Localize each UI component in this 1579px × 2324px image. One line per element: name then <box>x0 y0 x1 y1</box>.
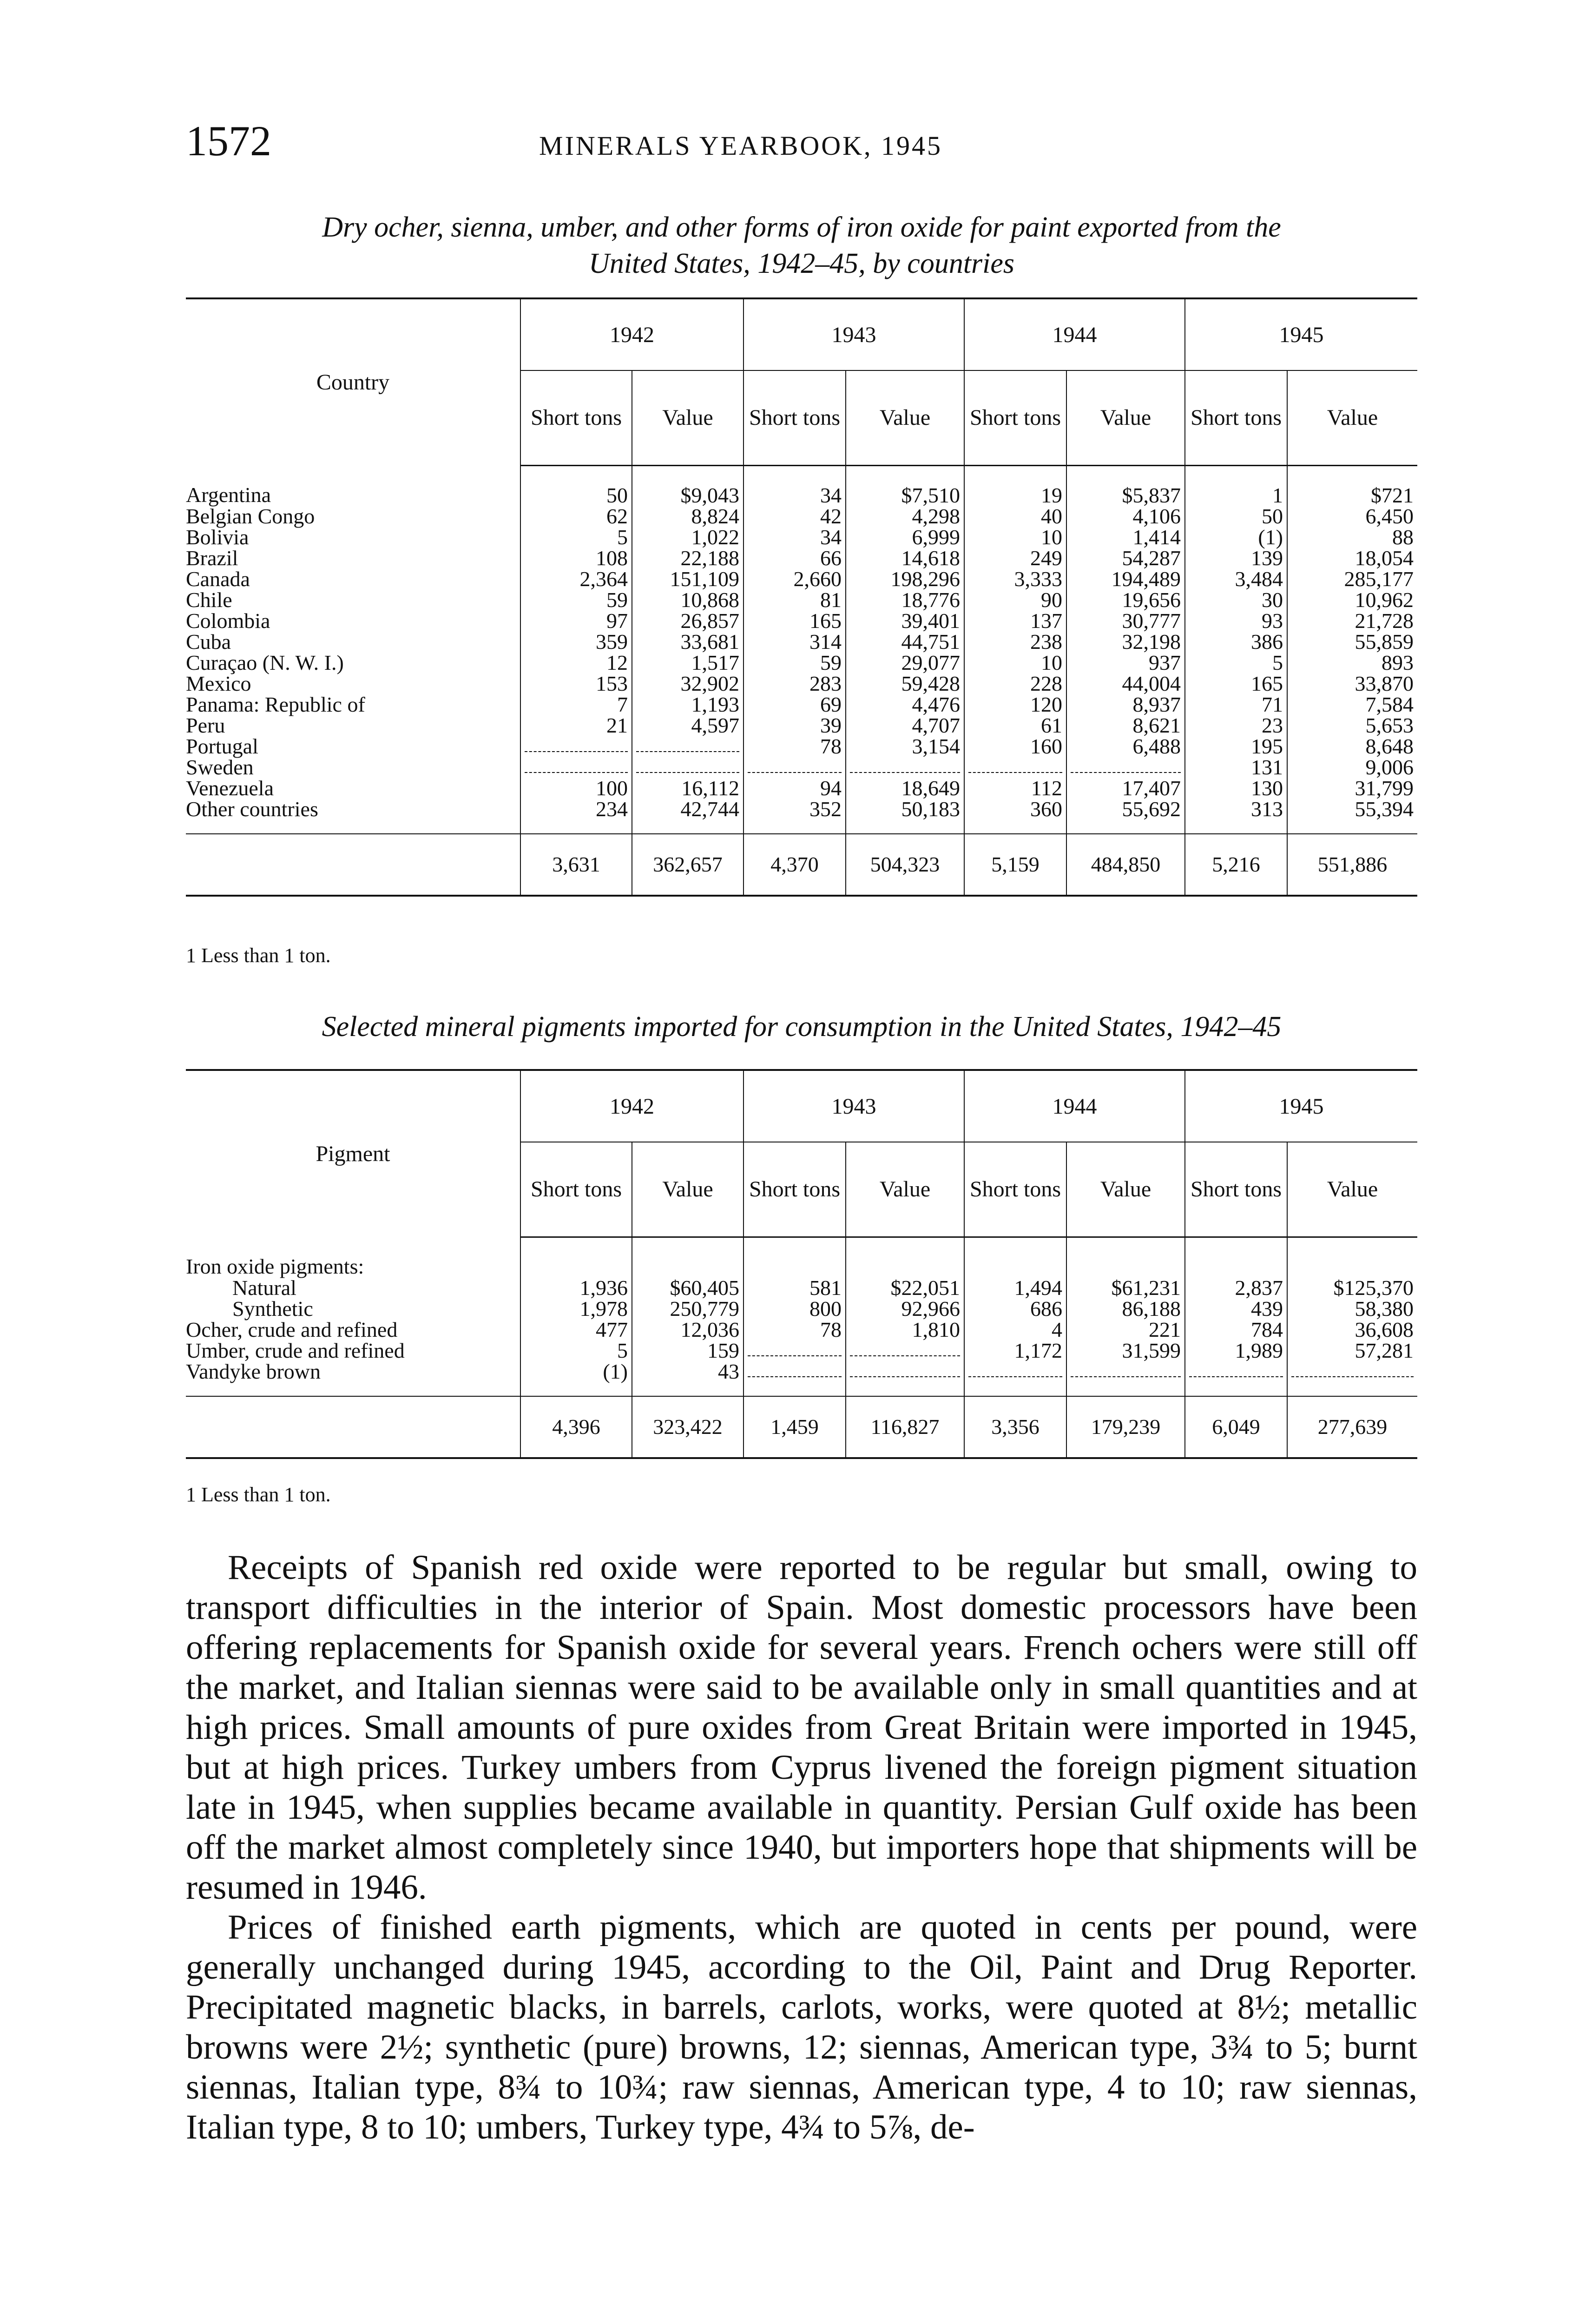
table-cell: 3,333 <box>964 568 1066 589</box>
table-cell: 30 <box>1185 589 1287 610</box>
total-cell: 1,459 <box>743 1396 846 1458</box>
table-cell: 92,966 <box>846 1298 964 1319</box>
empty-dash <box>850 1355 960 1356</box>
table-cell: 50 <box>1185 506 1287 527</box>
table-cell: 153 <box>520 673 632 694</box>
year-header: 1945 <box>1185 298 1417 370</box>
total-cell: 3,356 <box>964 1396 1066 1458</box>
table-row <box>186 1298 1417 1319</box>
table-cell: 234 <box>520 799 632 834</box>
table-cell: 1,989 <box>1185 1340 1287 1361</box>
table-cell: 42,744 <box>632 799 743 834</box>
table-cell: 2,660 <box>743 568 846 589</box>
table-cell: 4,597 <box>632 715 743 736</box>
empty-cell <box>1066 1237 1185 1278</box>
table-cell <box>632 757 743 778</box>
year-header: 1944 <box>964 1070 1185 1142</box>
table-cell: 5,653 <box>1287 715 1417 736</box>
row-label: Colombia <box>186 609 270 633</box>
empty-cell <box>520 1237 632 1278</box>
short-tons-header: Short tons <box>520 1142 632 1237</box>
table-cell: 18,054 <box>1287 548 1417 568</box>
table1-caption-line1: Dry ocher, sienna, umber, and other forms of iron oxide for paint exported from the <box>322 211 1281 243</box>
row-label: Natural <box>232 1276 296 1300</box>
table-cell: 1,022 <box>632 527 743 548</box>
table-cell: 2,364 <box>520 568 632 589</box>
table-cell: 31,799 <box>1287 778 1417 799</box>
table-cell: 4 <box>964 1319 1066 1340</box>
table-cell: 54,287 <box>1066 548 1185 568</box>
value-header: Value <box>1287 370 1417 466</box>
table-cell: 33,870 <box>1287 673 1417 694</box>
table-cell: 31,599 <box>1066 1340 1185 1361</box>
table-cell <box>1287 1361 1417 1396</box>
total-cell: 277,639 <box>1287 1396 1417 1458</box>
table-cell: 86,188 <box>1066 1298 1185 1319</box>
empty-cell <box>1287 1237 1417 1278</box>
table-cell: 10,868 <box>632 589 743 610</box>
table-cell: 23 <box>1185 715 1287 736</box>
row-label: Sweden <box>186 755 254 779</box>
table-cell: $22,051 <box>846 1277 964 1298</box>
table-cell: 59,428 <box>846 673 964 694</box>
empty-dash <box>1291 1376 1414 1377</box>
table-cell: (1) <box>520 1361 632 1396</box>
row-label: Chile <box>186 588 232 612</box>
total-cell: 4,396 <box>520 1396 632 1458</box>
table-cell: 5 <box>1185 652 1287 673</box>
empty-cell <box>743 1237 846 1278</box>
year-header: 1945 <box>1185 1070 1417 1142</box>
table-cell: 195 <box>1185 736 1287 757</box>
table-cell: 313 <box>1185 799 1287 834</box>
table-cell: $9,043 <box>632 466 743 506</box>
table-cell: 57,281 <box>1287 1340 1417 1361</box>
table-cell: 97 <box>520 610 632 631</box>
total-cell: 362,657 <box>632 834 743 896</box>
table-cell: 55,394 <box>1287 799 1417 834</box>
total-row <box>186 834 1417 896</box>
table-cell: 44,004 <box>1066 673 1185 694</box>
table-cell: 12 <box>520 652 632 673</box>
table-cell: 40 <box>964 506 1066 527</box>
table-cell: 100 <box>520 778 632 799</box>
table-cell: 10 <box>964 527 1066 548</box>
empty-cell <box>1185 1237 1287 1278</box>
total-row <box>186 1396 1417 1458</box>
table-row <box>186 694 1417 715</box>
empty-dash <box>748 1355 842 1356</box>
table-cell: 21,728 <box>1287 610 1417 631</box>
table-cell: 8,621 <box>1066 715 1185 736</box>
table-cell <box>1066 757 1185 778</box>
paragraph: Prices of finished earth pigments, which are quoted in cents per pound, were generally unchanged during 1945, according to the Oil, Paint and Drug Reporter. Precipitated magnetic blacks, in barrels, carlots, works, were quoted at 8½; metallic browns were 2½; synthetic (pure) browns, 12; siennas, American type, 3¾ to 5; burnt siennas, Italian type, 8¾ to 10¾; raw siennas, American type, 4 to 10; raw siennas, Italian type, 8 to 10; umbers, Turkey type, 4¾ to 5⅞, de- <box>186 1908 1417 2146</box>
empty-dash <box>636 751 739 752</box>
table-cell: $60,405 <box>632 1277 743 1298</box>
table-cell <box>1185 1361 1287 1396</box>
table-cell: 29,077 <box>846 652 964 673</box>
total-cell: 323,422 <box>632 1396 743 1458</box>
table-cell: (1) <box>1185 527 1287 548</box>
table-cell: 88 <box>1287 527 1417 548</box>
table-cell: 19,656 <box>1066 589 1185 610</box>
table-cell: 30,777 <box>1066 610 1185 631</box>
table-cell <box>846 757 964 778</box>
table-cell: 165 <box>743 610 846 631</box>
empty-dash <box>850 772 960 773</box>
table-cell: 50,183 <box>846 799 964 834</box>
table-row <box>186 757 1417 778</box>
empty-dash <box>968 1376 1062 1377</box>
year-header: 1942 <box>520 1070 743 1142</box>
table-cell: 8,937 <box>1066 694 1185 715</box>
table-cell: 4,106 <box>1066 506 1185 527</box>
table-cell: 120 <box>964 694 1066 715</box>
table-cell: 22,188 <box>632 548 743 568</box>
table-row <box>186 506 1417 527</box>
table-cell: 893 <box>1287 652 1417 673</box>
table-cell: 59 <box>520 589 632 610</box>
table-cell: 3,154 <box>846 736 964 757</box>
country-column-header: Country <box>186 298 520 466</box>
table-cell: 250,779 <box>632 1298 743 1319</box>
table-cell: 39 <box>743 715 846 736</box>
table-cell <box>632 736 743 757</box>
empty-cell <box>964 1237 1066 1278</box>
row-label: Argentina <box>186 483 271 507</box>
table-cell: 78 <box>743 1319 846 1340</box>
table-cell: 1 <box>1185 466 1287 506</box>
table-cell: 16,112 <box>632 778 743 799</box>
empty-cell <box>632 1237 743 1278</box>
table-row <box>186 1277 1417 1298</box>
row-label: Ocher, crude and refined <box>186 1318 398 1341</box>
table-cell: 94 <box>743 778 846 799</box>
table-cell: 81 <box>743 589 846 610</box>
table-cell: $5,837 <box>1066 466 1185 506</box>
page-header <box>186 116 1417 172</box>
table-row <box>186 568 1417 589</box>
table-cell: 477 <box>520 1319 632 1340</box>
row-label: Bolivia <box>186 525 249 549</box>
empty-dash <box>525 772 628 773</box>
table-cell: 198,296 <box>846 568 964 589</box>
short-tons-header: Short tons <box>743 1142 846 1237</box>
value-header: Value <box>632 370 743 466</box>
table-cell: 386 <box>1185 631 1287 652</box>
table1-caption-line2: United States, 1942–45, by countries <box>588 248 1015 279</box>
table-cell: 34 <box>743 527 846 548</box>
table-row <box>186 736 1417 757</box>
year-header: 1942 <box>520 298 743 370</box>
short-tons-header: Short tons <box>743 370 846 466</box>
running-title: MINERALS YEARBOOK, 1945 <box>539 131 943 161</box>
row-label: Brazil <box>186 546 238 570</box>
short-tons-header: Short tons <box>1185 370 1287 466</box>
table-cell: 71 <box>1185 694 1287 715</box>
table-row <box>186 589 1417 610</box>
paragraph: Receipts of Spanish red oxide were reported to be regular but small, owing to transport difficulties in the interior of Spain. Most domestic processors have been offering replacements for Spanish oxide for several years. French ochers were still off the market, and Italian siennas were said to be available only in small quantities and at high prices. Small amounts of pure oxides from Great Britain were imported in 1945, but at high prices. Turkey umbers from Cyprus livened the foreign pigment situation late in 1945, when supplies became available in quantity. Persian Gulf oxide has been off the market almost completely since 1940, but importers hope that shipments will be resumed in 1946. <box>186 1548 1417 1907</box>
table-cell: 66 <box>743 548 846 568</box>
table-cell: 34 <box>743 466 846 506</box>
table-cell: 55,859 <box>1287 631 1417 652</box>
total-label-cell <box>186 1396 520 1458</box>
table-cell: 283 <box>743 673 846 694</box>
value-header: Value <box>632 1142 743 1237</box>
table-cell: 32,902 <box>632 673 743 694</box>
table-cell: $721 <box>1287 466 1417 506</box>
table-cell: 55,692 <box>1066 799 1185 834</box>
group-label: Iron oxide pigments: <box>186 1254 364 1279</box>
table-cell: 50 <box>520 466 632 506</box>
value-header: Value <box>1066 1142 1185 1237</box>
table-cell: 62 <box>520 506 632 527</box>
table-cell: 61 <box>964 715 1066 736</box>
table-cell: 2,837 <box>1185 1277 1287 1298</box>
table-cell: $7,510 <box>846 466 964 506</box>
table-cell: 160 <box>964 736 1066 757</box>
empty-dash <box>748 1376 842 1377</box>
table-cell: 26,857 <box>632 610 743 631</box>
table-cell: 14,618 <box>846 548 964 568</box>
row-label: Umber, crude and refined <box>186 1339 405 1362</box>
year-header: 1944 <box>964 298 1185 370</box>
table1-caption <box>186 209 1417 282</box>
total-cell: 4,370 <box>743 834 846 896</box>
table-cell <box>846 1361 964 1396</box>
table-cell: 5 <box>520 527 632 548</box>
table-cell: 17,407 <box>1066 778 1185 799</box>
total-label-cell <box>186 834 520 896</box>
empty-dash <box>748 772 842 773</box>
row-label: Curaçao (N. W. I.) <box>186 651 344 674</box>
table-cell: 108 <box>520 548 632 568</box>
table-cell: 228 <box>964 673 1066 694</box>
empty-dash <box>1189 1376 1283 1377</box>
table-cell: 90 <box>964 589 1066 610</box>
table-cell: 5 <box>520 1340 632 1361</box>
table-cell <box>964 757 1066 778</box>
table-row <box>186 610 1417 631</box>
table-cell: 221 <box>1066 1319 1185 1340</box>
value-header: Value <box>846 370 964 466</box>
table-cell: 21 <box>520 715 632 736</box>
empty-dash <box>636 772 739 773</box>
table-cell: 39,401 <box>846 610 964 631</box>
table2-footnote: 1 Less than 1 ton. <box>186 1483 331 1506</box>
short-tons-header: Short tons <box>964 1142 1066 1237</box>
year-header: 1943 <box>743 1070 964 1142</box>
empty-dash <box>525 751 628 752</box>
total-cell: 5,159 <box>964 834 1066 896</box>
table-cell: 93 <box>1185 610 1287 631</box>
table-cell: 360 <box>964 799 1066 834</box>
table-cell: 9,006 <box>1287 757 1417 778</box>
table-cell <box>743 1340 846 1361</box>
total-cell: 5,216 <box>1185 834 1287 896</box>
table-cell: 6,488 <box>1066 736 1185 757</box>
short-tons-header: Short tons <box>520 370 632 466</box>
empty-cell <box>846 1237 964 1278</box>
table-cell: 18,776 <box>846 589 964 610</box>
total-cell: 179,239 <box>1066 1396 1185 1458</box>
table-cell: 1,494 <box>964 1277 1066 1298</box>
table-cell: 686 <box>964 1298 1066 1319</box>
table-cell <box>520 757 632 778</box>
table-cell: 4,298 <box>846 506 964 527</box>
empty-dash <box>1071 772 1181 773</box>
table-cell <box>520 736 632 757</box>
total-cell: 504,323 <box>846 834 964 896</box>
table2-caption: Selected mineral pigments imported for consumption in the United States, 1942–45 <box>322 1011 1282 1043</box>
table-cell <box>964 1361 1066 1396</box>
table-cell <box>743 757 846 778</box>
table-cell: 137 <box>964 610 1066 631</box>
table-cell: 69 <box>743 694 846 715</box>
table-cell: 43 <box>632 1361 743 1396</box>
table-cell: 937 <box>1066 652 1185 673</box>
table-cell: 581 <box>743 1277 846 1298</box>
body-text <box>186 1548 1417 2147</box>
table-cell: 10 <box>964 652 1066 673</box>
table-cell: $61,231 <box>1066 1277 1185 1298</box>
table-row <box>186 652 1417 673</box>
table-cell: 1,810 <box>846 1319 964 1340</box>
row-label: Peru <box>186 713 225 737</box>
table-cell: 1,517 <box>632 652 743 673</box>
table-cell: 1,172 <box>964 1340 1066 1361</box>
value-header: Value <box>846 1142 964 1237</box>
total-cell: 3,631 <box>520 834 632 896</box>
table-cell: 7,584 <box>1287 694 1417 715</box>
table-row <box>186 778 1417 799</box>
table-row <box>186 1340 1417 1361</box>
table-cell: 1,193 <box>632 694 743 715</box>
table-cell: 10,962 <box>1287 589 1417 610</box>
table-cell: 4,707 <box>846 715 964 736</box>
table-cell: 1,414 <box>1066 527 1185 548</box>
table-row <box>186 527 1417 548</box>
table-cell: 4,476 <box>846 694 964 715</box>
table-cell: 151,109 <box>632 568 743 589</box>
table-cell: 784 <box>1185 1319 1287 1340</box>
table-cell: 285,177 <box>1287 568 1417 589</box>
row-label: Vandyke brown <box>186 1360 321 1383</box>
table-cell: 352 <box>743 799 846 834</box>
row-label: Portugal <box>186 734 258 758</box>
table-cell: 131 <box>1185 757 1287 778</box>
table-cell <box>846 1340 964 1361</box>
exports-table <box>186 297 1417 897</box>
table-cell: 8,648 <box>1287 736 1417 757</box>
table-cell: 130 <box>1185 778 1287 799</box>
table-cell: 42 <box>743 506 846 527</box>
table-cell: 6,999 <box>846 527 964 548</box>
imports-table <box>186 1069 1417 1459</box>
table-group-row <box>186 1237 1417 1278</box>
empty-dash <box>1071 1376 1181 1377</box>
table-cell: 44,751 <box>846 631 964 652</box>
table-cell: 359 <box>520 631 632 652</box>
table-cell: 58,380 <box>1287 1298 1417 1319</box>
row-label: Cuba <box>186 630 231 654</box>
table-cell: 439 <box>1185 1298 1287 1319</box>
table-row <box>186 673 1417 694</box>
row-label: Canada <box>186 567 250 591</box>
empty-dash <box>850 1376 960 1377</box>
table-cell: 8,824 <box>632 506 743 527</box>
total-cell: 116,827 <box>846 1396 964 1458</box>
table-cell: 165 <box>1185 673 1287 694</box>
value-header: Value <box>1066 370 1185 466</box>
pigment-column-header: Pigment <box>186 1070 520 1237</box>
table-cell: 249 <box>964 548 1066 568</box>
table-row <box>186 1319 1417 1340</box>
table-row <box>186 715 1417 736</box>
total-cell: 551,886 <box>1287 834 1417 896</box>
table-cell: 194,489 <box>1066 568 1185 589</box>
table-cell: 238 <box>964 631 1066 652</box>
table-cell: 7 <box>520 694 632 715</box>
short-tons-header: Short tons <box>964 370 1066 466</box>
total-cell: 484,850 <box>1066 834 1185 896</box>
row-label: Synthetic <box>232 1297 313 1320</box>
empty-dash <box>968 772 1062 773</box>
table-row <box>186 1361 1417 1396</box>
table-cell: 3,484 <box>1185 568 1287 589</box>
row-label: Venezuela <box>186 776 274 800</box>
table-cell: 314 <box>743 631 846 652</box>
table-cell: 18,649 <box>846 778 964 799</box>
table-cell: 32,198 <box>1066 631 1185 652</box>
table-cell: 112 <box>964 778 1066 799</box>
table-cell: 19 <box>964 466 1066 506</box>
table-row <box>186 799 1417 834</box>
row-label: Mexico <box>186 672 251 695</box>
page-number: 1572 <box>186 117 271 165</box>
row-label: Panama: Republic of <box>186 693 365 716</box>
table-cell: 59 <box>743 652 846 673</box>
year-header: 1943 <box>743 298 964 370</box>
table-row <box>186 631 1417 652</box>
table-cell: 1,936 <box>520 1277 632 1298</box>
table-cell: 1,978 <box>520 1298 632 1319</box>
table-cell: 36,608 <box>1287 1319 1417 1340</box>
table-cell: 78 <box>743 736 846 757</box>
table-row <box>186 548 1417 568</box>
table-cell: 139 <box>1185 548 1287 568</box>
table-cell: $125,370 <box>1287 1277 1417 1298</box>
table-cell: 800 <box>743 1298 846 1319</box>
table-cell: 33,681 <box>632 631 743 652</box>
table-cell: 12,036 <box>632 1319 743 1340</box>
table-row <box>186 466 1417 506</box>
table1-footnote: 1 Less than 1 ton. <box>186 944 331 967</box>
table-cell <box>743 1361 846 1396</box>
table-cell <box>1066 1361 1185 1396</box>
table-cell: 6,450 <box>1287 506 1417 527</box>
value-header: Value <box>1287 1142 1417 1237</box>
total-cell: 6,049 <box>1185 1396 1287 1458</box>
table-cell: 159 <box>632 1340 743 1361</box>
row-label: Belgian Congo <box>186 504 315 528</box>
short-tons-header: Short tons <box>1185 1142 1287 1237</box>
row-label: Other countries <box>186 797 318 821</box>
